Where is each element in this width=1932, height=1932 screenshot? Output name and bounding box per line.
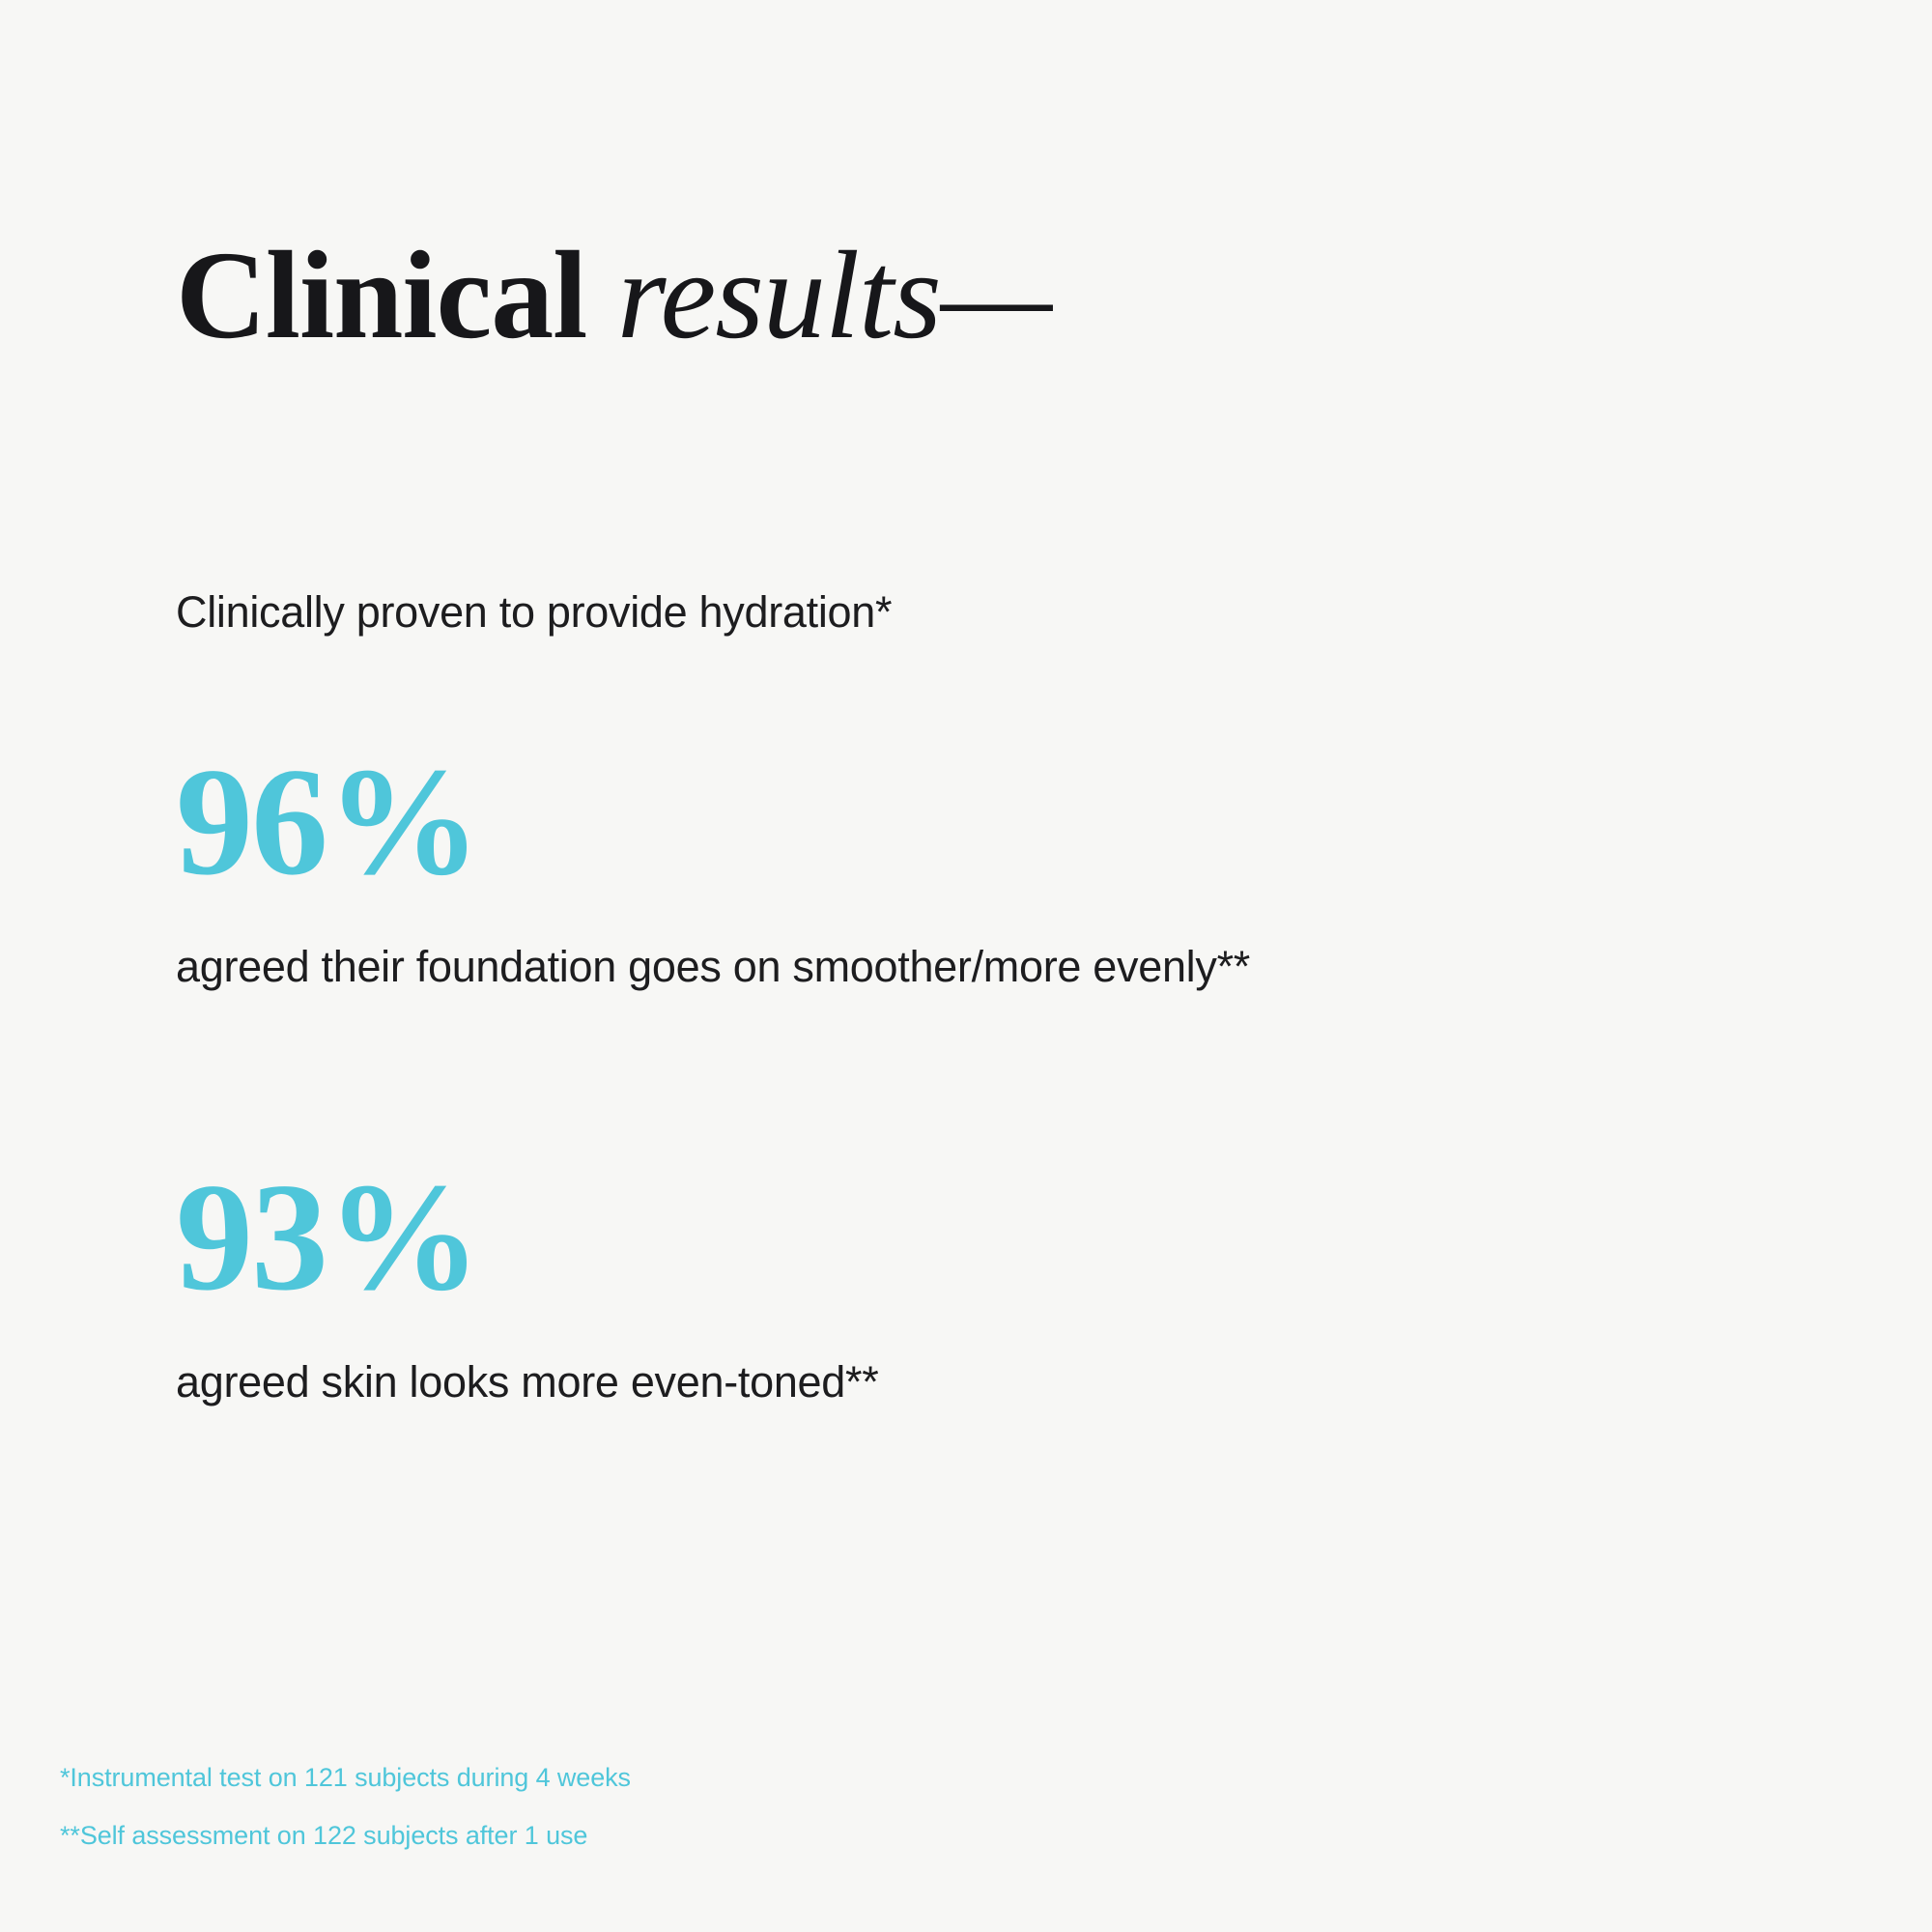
page-title-regular: Clinical xyxy=(176,226,617,366)
intro-claim: Clinically proven to provide hydration* xyxy=(176,587,893,637)
page-title xyxy=(176,227,1051,365)
stat-caption-1: agreed their foundation goes on smoother/more evenly** xyxy=(176,942,1251,991)
footnote-1: *Instrumental test on 121 subjects during 4 weeks xyxy=(60,1763,631,1793)
footnote-2: **Self assessment on 122 subjects after 1 use xyxy=(60,1821,588,1851)
stat-block-1 xyxy=(176,735,1251,996)
footnotes xyxy=(60,1758,631,1857)
stat-block-2 xyxy=(176,1151,879,1411)
stat-value-2: 93% xyxy=(176,1151,479,1322)
stat-value-1: 96% xyxy=(176,735,479,907)
stat-caption-2: agreed skin looks more even-toned** xyxy=(176,1357,879,1406)
page-title-italic: results— xyxy=(616,226,1052,366)
